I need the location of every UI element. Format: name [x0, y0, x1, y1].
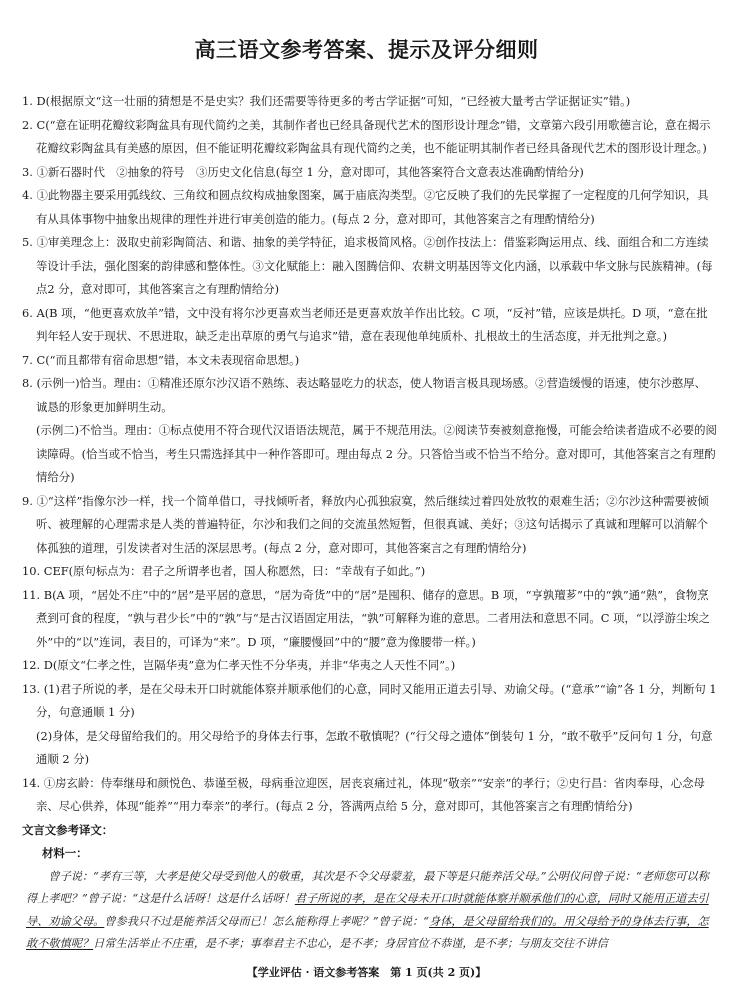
- answer-12: 12. D(原文“仁孝之性，岂隔华夷”意为仁孝天性不分华夷，并非“华夷之人天性不同”。): [22, 658, 456, 672]
- page-footer: 【学业评估 · 语文参考答案 第 1 页(共 2 页)】: [246, 966, 487, 979]
- translation-underlined-1: 君子所说的孝，是在父母未开口时就能体察并顺承他们的心意，同时又能用正道去引导、劝谕父母。: [26, 892, 709, 928]
- answer-7: 7. C(“而且都带有宿命思想”错，本文未表现宿命思想。): [22, 352, 300, 367]
- answer-1: 1. D(根据原文“这一壮丽的猜想是不是史实？我们还需要等待更多的考古学证据”可知，“已经被大量考古学证据证实”错。): [22, 94, 631, 108]
- answer-14: 14. ①房玄龄：侍奉继母和颜悦色、恭谨至极，母病垂泣迎医，居丧哀痛过礼，体现“敬亲”“安亲”的孝行；②史行昌：省肉奉母，心念母亲、尽心供养，体现“能养”“用力奉亲”的孝行。(每点 2 分，答满两点给 5 分，意对即可，其他答案言之有理酌情给分): [22, 775, 705, 813]
- translation-text-b: 曾参我只不过是能养活父母而已！怎么能称得上孝呢？”曾子说：“: [104, 914, 430, 928]
- translation-paragraph: [22, 866, 717, 956]
- answer-4: 4. ①此物器主要采用弧线纹、三角纹和圆点纹构成抽象图案，属于庙底沟类型。②它反映了我们的先民掌握了一定程度的几何学知识，具有从具体事物中抽象出规律的理性并进行审美创造的能力。(每点 2 分，意对即可，其他答案言之有理酌情给分): [22, 188, 709, 226]
- answer-9: 9. ①“这样”指像尔沙一样，找一个简单借口，寻找倾听者，释放内心孤独寂寞，然后继续过着四处放牧的艰难生活；②尔沙这种需要被倾听、被理解的心理需求是人类的普遍特征，尔沙和我们之间的交流虽然短暂，但很真诚、美好；③这句话揭示了真诚和理解可以消解个体孤独的道理，引发读者对生活的深层思考。(每点 2 分，意对即可，其他答案言之有理酌情给分): [22, 493, 709, 555]
- translation-underlined-2: 身体，是父母留给我们的。用父母给予的身体去行事，怎敢不敬慎呢？: [26, 914, 709, 950]
- answer-13-part-2: (2)身体，是父母留给我们的。用父母给予的身体去行事，怎敢不敬慎呢？(“行父母之遗体”倒装句 1 分，“敢不敬乎”反问句 1 分，句意通顺 2 分): [36, 728, 713, 766]
- answer-3: 3. ①新石器时代 ②抽象的符号 ③历史文化信息(每空 1 分，意对即可，其他答案符合文意表达准确酌情给分): [22, 164, 584, 179]
- answer-13: 13. (1)君子所说的孝，是在父母未开口时就能体察并顺承他们的心意，同时又能用正道去引导、劝谕父母。(“意承”“谕”各 1 分，判断句 1 分，句意通顺 1 分): [22, 681, 717, 719]
- answer-2: 2. C(“意在证明花瓣纹彩陶盆具有现代简约之美，其制作者也已经具备现代艺术的图形设计理念”错，文章第六段引用歌德言论，意在揭示花瓣纹彩陶盆具有美感的原因，但不能证明花瓣纹彩陶盆具有现代简约之美，也不能证明其制作者已经具备现代艺术的图形设计理念。): [22, 117, 711, 155]
- answer-8: 8. (示例一)恰当。理由：①精准还原尔沙汉语不熟练、表达略显吃力的状态，使人物语言极具现场感。②营造缓慢的语速，使尔沙憨厚、诚恳的形象更加鲜明生动。: [22, 376, 707, 414]
- answer-10: 10. CEF(原句标点为：君子之所谓孝也者，国人称愿然，曰：“幸哉有子如此。”): [22, 564, 426, 578]
- answer-body: [22, 90, 717, 956]
- answer-8-example-2: (示例二)不恰当。理由：①标点使用不符合现代汉语语法规范，属于不规范用法。②阅读节奏被刻意拖慢，可能会给读者造成不必要的阅读障碍。(恰当或不恰当，考生只需选择其中一种作答即可。理由每点 2 分。只答恰当或不恰当不给分。意对即可，其他答案言之有理酌情给分): [36, 423, 717, 484]
- translation-text-a: 曾子说：“孝有三等，大孝是使父母受到他人的敬重，其次是不令父母蒙羞，最下等是只能养活父母。”公明仪问曾子说：“老师您可以称得上孝吧？”曾子说：“这是什么话呀！这是什么话呀！: [26, 869, 709, 905]
- answer-5: 5. ①审美理念上：汲取史前彩陶简洁、和谐、抽象的美学特征，追求极简风格。②创作技法上：借鉴彩陶运用点、线、面组合和二方连续等设计手法，强化图案的韵律感和整体性。③文化赋能上：融入图腾信仰、农耕文明基因等文化内涵，以承载中华文脉与民族精神。(每点2 分，意对即可，其他答案言之有理酌情给分): [22, 235, 713, 296]
- material-one-label: 材料一：: [42, 846, 88, 860]
- answer-11: 11. B(A 项，“居处不庄”中的“居”是平居的意思，“居为奇货”中的“居”是囤积、储存的意思。B 项，“亨孰羶芗”中的“孰”通“熟”，食物烹煮到可食的程度，“孰与君少长”中的“孰”与“是古汉语固定用法，“孰”可解释为谁的意思。二者用法和意思不同。C 项，“以浮游尘埃之外”中的“以”连词，表目的，可译为“来”。D 项，“廉腰慢回”中的“腰”意为像腰带一样。): [22, 587, 711, 649]
- page-title: 高三语文参考答案、提示及评分细则: [194, 38, 539, 62]
- translation-text-c: 日常生活举止不庄重，是不孝；事奉君主不忠心，是不孝；身居官位不恭谨，是不孝；与朋友交往不讲信: [93, 937, 608, 950]
- answer-6: 6. A(B 项，“他更喜欢放羊”错，文中没有将尔沙更喜欢当老师还是更喜欢放羊作出比较。C 项，“反衬”错，应该是烘托。D 项，“意在批判年轻人安于现状、不思进取，缺乏走出草原的勇气与追求”错，意在表现他单纯质朴、扎根故土的生活态度，并无批判之意。): [22, 305, 708, 343]
- translation-heading: 文言文参考译文：: [22, 822, 114, 837]
